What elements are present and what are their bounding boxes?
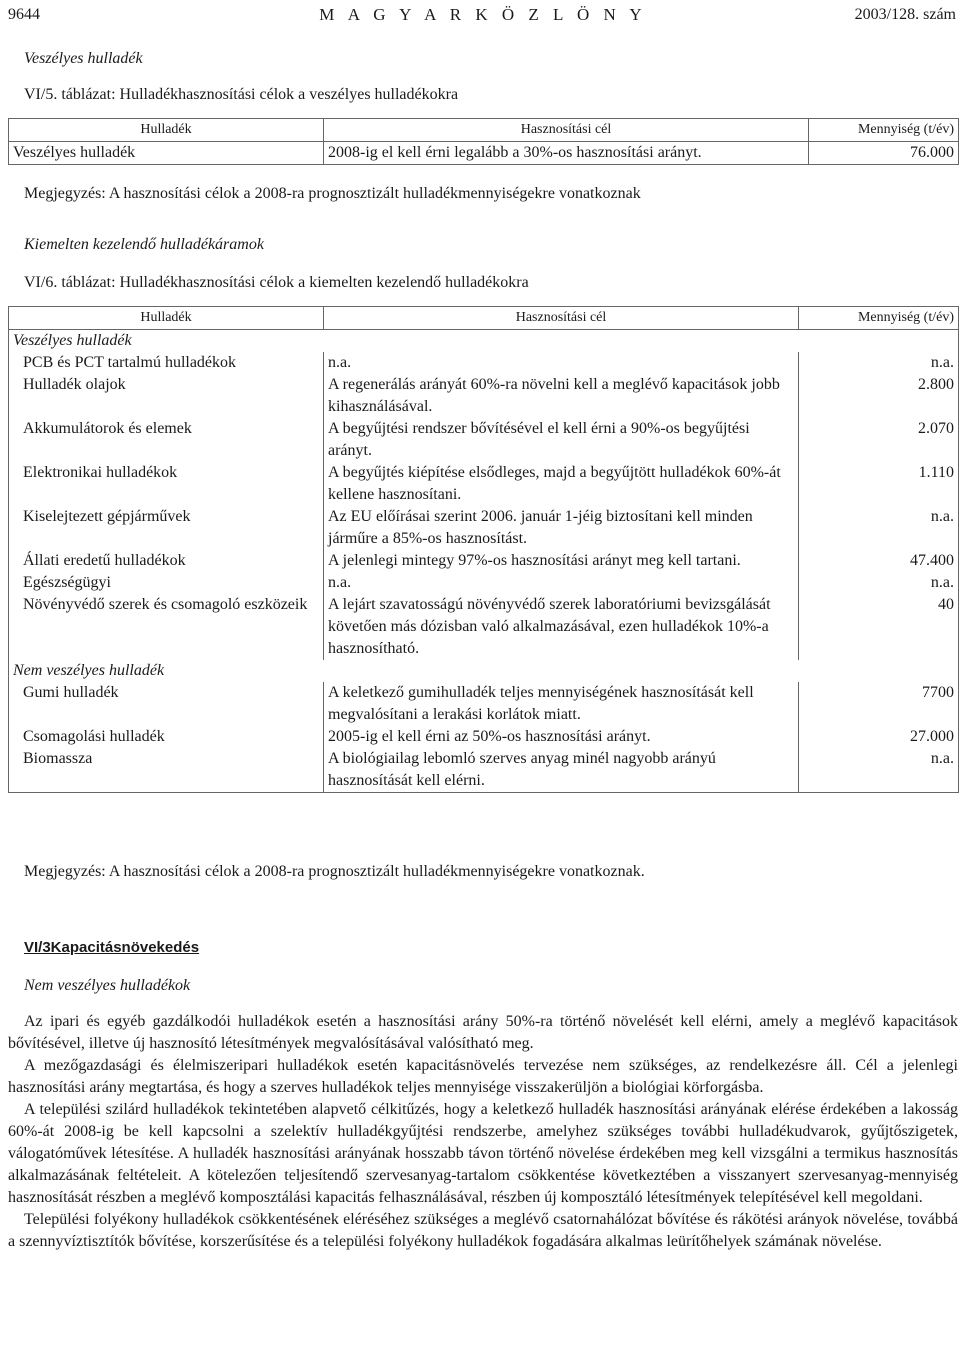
column-header: Hasznosítási cél — [324, 119, 809, 142]
table-row — [9, 374, 959, 418]
cell-waste: Egészségügyi — [9, 572, 324, 594]
cell-waste: Veszélyes hulladék — [9, 142, 324, 165]
cell-waste: Csomagolási hulladék — [9, 726, 324, 748]
group-label-non-hazardous: Nem veszélyes hulladék — [9, 660, 959, 682]
cell-amount: 7700 — [799, 682, 959, 726]
cell-waste: Gumi hulladék — [9, 682, 324, 726]
table-header-row — [9, 119, 959, 142]
table-caption-vi6: VI/6. táblázat: Hulladékhasznosítási célok a kiemelten kezelendő hulladékokra — [24, 274, 529, 291]
document-page — [8, 0, 958, 1250]
cell-waste: Növényvédő szerek és csomagoló eszközeik — [9, 594, 324, 660]
cell-amount: n.a. — [799, 748, 959, 793]
table-group-row — [9, 330, 959, 353]
column-header: Mennyiség (t/év) — [809, 119, 959, 142]
table-note-vi6: Megjegyzés: A hasznosítási célok a 2008-ra prognosztizált hulladékmennyiségekre vonatkoznak. — [24, 863, 645, 880]
cell-goal: A lejárt szavatosságú növényvédő szerek laboratóriumi bevizsgálását követően más dózisban való alkalmazásával, ezen hulladékok 10%-a hasznosítható. — [324, 594, 799, 660]
paragraph: A települési szilárd hulladékok tekintetében alapvető célkitűzés, hogy a keletkező hulladék hasznosítási arányának elérése érdekében a lakosság 60%-át 2008-ig be kell kapcsolni a szelektív hulladékgyűjtési rendszerbe, amelyhez szükséges további hulladékudvarok, gyűjtőszigetek, válogatóművek létesítése. A hulladék hasznosítási arányának hosszabb távon történő növelése érdekében meg kell vizsgálni a termikus hasznosítás alkalmazásának feltételeit. A kötelezően teljesítendő szervesanyag-tartalom csökkentése következtében a visszanyert szervesanyag-mennyiség hasznosítását részben a meglévő komposztálási kapacitás felhasználásával, részben új komposztáló létesítmények telepítésével kell megoldani. — [8, 1101, 958, 1206]
section-title-priority-streams: Kiemelten kezelendő hulladékáramok — [24, 236, 264, 253]
cell-waste: Elektronikai hulladékok — [9, 462, 324, 506]
cell-waste: Hulladék olajok — [9, 374, 324, 418]
cell-waste: Biomassza — [9, 748, 324, 793]
cell-goal: A begyűjtés kiépítése elsődleges, majd a begyűjtött hulladékok 60%-át kellene hasznosítani. — [324, 462, 799, 506]
table-row — [9, 550, 959, 572]
cell-goal: n.a. — [324, 572, 799, 594]
cell-waste: Állati eredetű hulladékok — [9, 550, 324, 572]
paragraph: A mezőgazdasági és élelmiszeripari hulladékok esetén kapacitásnövelés tervezése nem szükséges, az rendelkezésre áll. Cél a jelenlegi hasznosítási arány megtartása, és hogy a szerves hulladékok teljes mennyisége visszakerüljön a biológiai körforgásba. — [8, 1057, 958, 1096]
table-row — [9, 572, 959, 594]
paragraph: Az ipari és egyéb gazdálkodói hulladékok esetén a hasznosítási arány 50%-ra történő növelését kell elérni, amely a meglévő kapacitások bővítésével, illetve új hasznosító létesítmények megvalósításával valósítható meg. — [8, 1013, 958, 1052]
cell-goal: Az EU előírásai szerint 2006. január 1-jéig biztosítani kell minden járműre a 85%-os hasznosítást. — [324, 506, 799, 550]
cell-goal: A jelenlegi mintegy 97%-os hasznosítási arányt meg kell tartani. — [324, 550, 799, 572]
cell-amount: 27.000 — [799, 726, 959, 748]
table-row — [9, 748, 959, 793]
paragraph: Települési folyékony hulladékok csökkentésének eléréséhez szükséges a meglévő csatornahálózat bővítése és rákötési arányok növelése, továbbá a szennyvíztisztítók bővítése, korszerűsítése és a települési folyékony hulladékok fogadására alkalmas leürítőhelyek számának növelése. — [8, 1211, 958, 1250]
cell-goal: A begyűjtési rendszer bővítésével el kell érni a 90%-os begyűjtési arányt. — [324, 418, 799, 462]
column-header: Hulladék — [9, 307, 324, 330]
journal-title: M A G Y A R K Ö Z L Ö N Y — [319, 5, 647, 24]
cell-amount: n.a. — [799, 572, 959, 594]
table-vi6 — [8, 306, 959, 793]
cell-amount: 2.070 — [799, 418, 959, 462]
table-header-row — [9, 307, 959, 330]
cell-amount: 40 — [799, 594, 959, 660]
cell-goal: A biológiailag lebomló szerves anyag minél nagyobb arányú hasznosítását kell elérni. — [324, 748, 799, 793]
group-label-hazardous: Veszélyes hulladék — [9, 330, 959, 353]
table-row — [9, 462, 959, 506]
cell-amount: n.a. — [799, 506, 959, 550]
table-row — [9, 418, 959, 462]
cell-waste: Kiselejtezett gépjárművek — [9, 506, 324, 550]
cell-waste: PCB és PCT tartalmú hulladékok — [9, 352, 324, 374]
cell-amount: 47.400 — [799, 550, 959, 572]
section-heading-capacity: VI/3Kapacitásnövekedés — [24, 939, 200, 956]
cell-goal: n.a. — [324, 352, 799, 374]
page-number: 9644 — [8, 6, 40, 23]
section-subheading: Nem veszélyes hulladékok — [24, 977, 191, 994]
table-vi5 — [8, 118, 959, 165]
cell-goal: 2005-ig el kell érni az 50%-os hasznosítási arányt. — [324, 726, 799, 748]
table-row — [9, 726, 959, 748]
cell-goal: 2008-ig el kell érni legalább a 30%-os hasznosítási arányt. — [324, 142, 809, 165]
cell-amount: 2.800 — [799, 374, 959, 418]
cell-amount: 76.000 — [809, 142, 959, 165]
body-text — [8, 1011, 958, 1253]
table-row — [9, 142, 959, 165]
table-row — [9, 352, 959, 374]
table-caption-vi5: VI/5. táblázat: Hulladékhasznosítási célok a veszélyes hulladékokra — [24, 86, 459, 103]
cell-amount: 1.110 — [799, 462, 959, 506]
column-header: Hulladék — [9, 119, 324, 142]
cell-goal: A regenerálás arányát 60%-ra növelni kell a meglévő kapacitások jobb kihasználásával. — [324, 374, 799, 418]
table-row — [9, 594, 959, 660]
table-group-row — [9, 660, 959, 682]
table-note-vi5: Megjegyzés: A hasznosítási célok a 2008-ra prognosztizált hulladékmennyiségekre vonatkoznak — [24, 185, 641, 202]
cell-waste: Akkumulátorok és elemek — [9, 418, 324, 462]
cell-goal: A keletkező gumihulladék teljes mennyiségének hasznosítását kell megvalósítani a lerakási korlátok miatt. — [324, 682, 799, 726]
table-row — [9, 682, 959, 726]
column-header: Mennyiség (t/év) — [799, 307, 959, 330]
issue-number: 2003/128. szám — [854, 6, 956, 23]
section-title-hazardous: Veszélyes hulladék — [24, 50, 143, 67]
cell-amount: n.a. — [799, 352, 959, 374]
column-header: Hasznosítási cél — [324, 307, 799, 330]
running-header — [8, 2, 958, 28]
table-row — [9, 506, 959, 550]
